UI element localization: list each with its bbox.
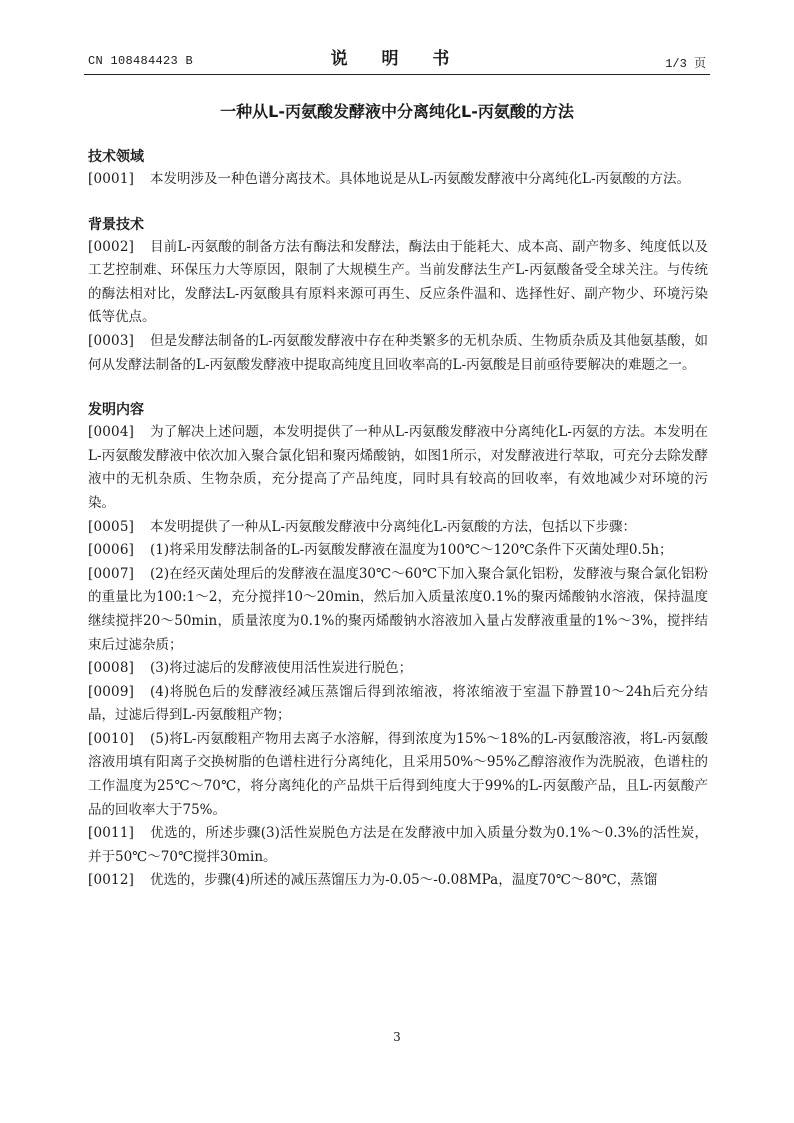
paragraph-0010 bbox=[88, 728, 708, 822]
paragraph-number: [0012] bbox=[88, 872, 135, 889]
paragraph-number: [0006] bbox=[88, 542, 135, 559]
paragraph-text: (5)将L-丙氨酸粗产物用去离子水溶解，得到浓度为15%～18%的L-丙氨酸溶液，将L-丙氨酸溶液用填有阳离子交换树脂的色谱柱进行分离纯化，且采用50%～95%乙醇溶液作为洗脱液，色谱柱的工作温度为25℃～70℃，将分离纯化的产品烘干后得到纯度大于99%的L-丙氨酸产品，且L-丙氨酸产品的回收率大于75%。 bbox=[88, 730, 708, 818]
paragraph-text: (3)将过滤后的发酵液使用活性炭进行脱色； bbox=[150, 660, 413, 677]
paragraph-number: [0003] bbox=[88, 332, 135, 349]
paragraph-text: 为了解决上述问题，本发明提供了一种从L-丙氨酸发酵液中分离纯化L-丙氨的方法。本发明在L-丙氨酸发酵液中依次加入聚合氯化铝和聚丙烯酸钠，如图1所示，对发酵液进行萃取，可充分去除发酵液中的无机杂质、生物杂质，充分提高了产品纯度，同时具有较高的回收率，有效地减少对环境的污染。 bbox=[88, 424, 708, 511]
paragraph-number: [0005] bbox=[88, 518, 135, 535]
paragraph-number: [0007] bbox=[88, 565, 135, 582]
paragraph-0005 bbox=[88, 516, 708, 540]
header-divider bbox=[84, 74, 710, 75]
page-header bbox=[88, 44, 706, 74]
paragraph-0009 bbox=[88, 681, 708, 728]
page-indicator: 1/3 页 bbox=[665, 57, 706, 71]
paragraph-text: 本发明涉及一种色谱分离技术。具体地说是从L-丙氨酸发酵液中分离纯化L-丙氨酸的方法。 bbox=[150, 171, 691, 187]
document-type-label: 说 明 书 bbox=[330, 49, 464, 69]
paragraph-0007 bbox=[88, 563, 708, 657]
paragraph-text: (2)在经灭菌处理后的发酵液在温度30℃～60℃下加入聚合氯化铝粉，发酵液与聚合氯化铝粉的重量比为100:1～2，充分搅拌10～20min，然后加入质量浓度0.1%的聚丙烯酸钠水溶液，保持温度继续搅拌20～50min，质量浓度为0.1%的聚丙烯酸钠水溶液加入量占发酵液重量的1%～3%，搅拌结束后过滤杂质； bbox=[88, 565, 708, 653]
section-heading-field: 技术领域 bbox=[88, 149, 144, 165]
paragraph-0002 bbox=[88, 236, 708, 330]
paragraph-0003 bbox=[88, 330, 708, 377]
paragraph-text: 但是发酵法制备的L-丙氨酸发酵液中存在种类繁多的无机杂质、生物质杂质及其他氨基酸，如何从发酵法制备的L-丙氨酸发酵液中提取高纯度且回收率高的L-丙氨酸是目前亟待要解决的难题之一。 bbox=[88, 332, 708, 373]
paragraph-text: 本发明提供了一种从L-丙氨酸发酵液中分离纯化L-丙氨酸的方法，包括以下步骤： bbox=[150, 518, 637, 535]
section-heading-summary: 发明内容 bbox=[88, 402, 144, 419]
paragraph-number: [0008] bbox=[88, 660, 135, 677]
paragraph-text: 目前L-丙氨酸的制备方法有酶法和发酵法，酶法由于能耗大、成本高、副产物多、纯度低以及工艺控制难、环保压力大等原因，限制了大规模生产。当前发酵法生产L-丙氨酸备受全球关注。与传统的酶法相对比，发酵法L-丙氨酸具有原料来源可再生、反应条件温和、选择性好、副产物少、环境污染低等优点。 bbox=[88, 238, 708, 326]
section-heading-background: 背景技术 bbox=[88, 216, 144, 233]
paragraph-0012 bbox=[88, 869, 708, 893]
page-number: 3 bbox=[393, 1030, 401, 1044]
paragraph-0011 bbox=[88, 822, 708, 869]
paragraph-number: [0002] bbox=[88, 238, 135, 255]
paragraph-number: [0011] bbox=[88, 825, 135, 842]
paragraph-text: 优选的，步骤(4)所述的减压蒸馏压力为-0.05～-0.08MPa，温度70℃～80℃，蒸馏 bbox=[150, 872, 658, 889]
document-title: 一种从L-丙氨酸发酵液中分离纯化L-丙氨酸的方法 bbox=[220, 102, 574, 121]
paragraph-number: [0009] bbox=[88, 683, 135, 700]
paragraph-number: [0004] bbox=[88, 424, 135, 441]
document-body bbox=[88, 146, 708, 893]
paragraph-number: [0010] bbox=[88, 730, 135, 747]
paragraph-0006 bbox=[88, 539, 708, 563]
paragraph-number: [0001] bbox=[88, 171, 135, 187]
paragraph-0008 bbox=[88, 657, 708, 681]
paragraph-text: 优选的，所述步骤(3)活性炭脱色方法是在发酵液中加入质量分数为0.1%～0.3%的活性炭，并于50℃～70℃搅拌30min。 bbox=[88, 825, 708, 865]
paragraph-text: (4)将脱色后的发酵液经减压蒸馏后得到浓缩液，将浓缩液于室温下静置10～24h后充分结晶，过滤后得到L-丙氨酸粗产物； bbox=[88, 683, 708, 724]
paragraph-0004 bbox=[88, 421, 708, 515]
paragraph-0001 bbox=[88, 168, 708, 192]
paragraph-text: (1)将采用发酵法制备的L-丙氨酸发酵液在温度为100℃～120℃条件下灭菌处理0.5h； bbox=[150, 542, 673, 559]
patent-number: CN 108484423 B bbox=[88, 54, 194, 68]
